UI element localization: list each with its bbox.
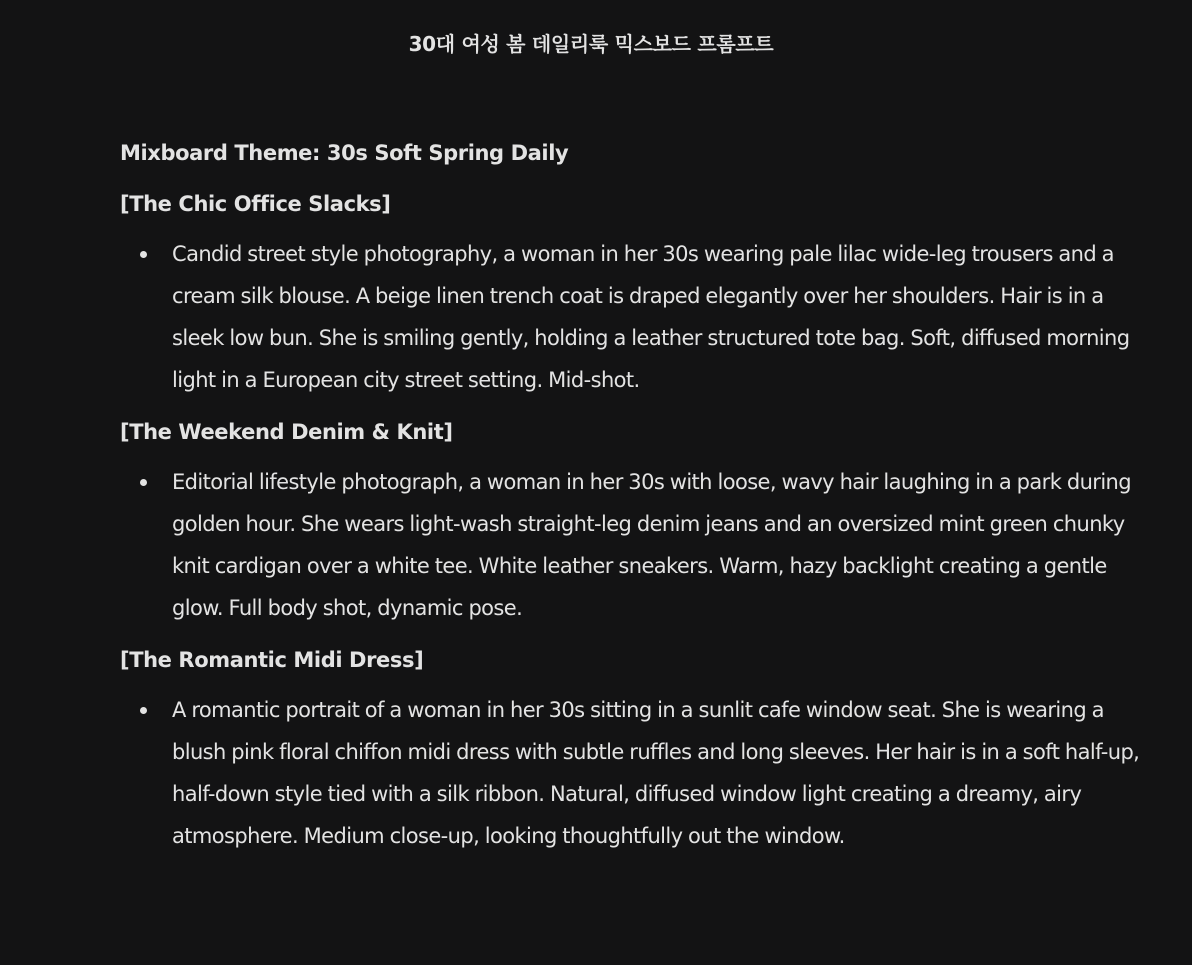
section-title: [The Weekend Denim & Knit] [120, 420, 453, 444]
prompt-list [120, 689, 1160, 857]
section-chic-office-slacks [120, 187, 1160, 401]
section-weekend-denim-knit [120, 415, 1160, 629]
mixboard-theme-heading: Mixboard Theme: 30s Soft Spring Daily [120, 141, 569, 165]
section-romantic-midi-dress [120, 643, 1160, 857]
prompt-text: Editorial lifestyle photograph, a woman in her 30s with loose, wavy hair laughing in a park during golden hour. She wears light-wash straight-leg denim jeans and an oversized mint green chunky knit cardigan over a white tee. White leather sneakers. Warm, hazy backlight creating a gentle glow. Full body shot, dynamic pose. [172, 470, 1131, 620]
section-title: [The Romantic Midi Dress] [120, 648, 424, 672]
section-title: [The Chic Office Slacks] [120, 192, 391, 216]
prompt-item [120, 461, 1160, 629]
prompt-text: Candid street style photography, a woman in her 30s wearing pale lilac wide-leg trousers and a cream silk blouse. A beige linen trench coat is draped elegantly over her shoulders. Hair is in a sleek low bun. She is smiling gently, holding a leather structured tote bag. Soft, diffused morning light in a European city street setting. Mid-shot. [172, 242, 1130, 392]
document-body [120, 136, 1160, 871]
bullet-icon [140, 251, 147, 258]
prompt-text: A romantic portrait of a woman in her 30s sitting in a sunlit cafe window seat. She is wearing a blush pink floral chiffon midi dress with subtle ruffles and long sleeves. Her hair is in a soft half-up, half-down style tied with a silk ribbon. Natural, diffused window light creating a dreamy, airy atmosphere. Medium close-up, looking thoughtfully out the window. [172, 698, 1140, 848]
prompt-list [120, 461, 1160, 629]
prompt-item [120, 233, 1160, 401]
page-title: 30대 여성 봄 데일리룩 믹스보드 프롬프트 [408, 32, 774, 56]
prompt-list [120, 233, 1160, 401]
prompt-item [120, 689, 1160, 857]
bullet-icon [140, 707, 147, 714]
bullet-icon [140, 479, 147, 486]
